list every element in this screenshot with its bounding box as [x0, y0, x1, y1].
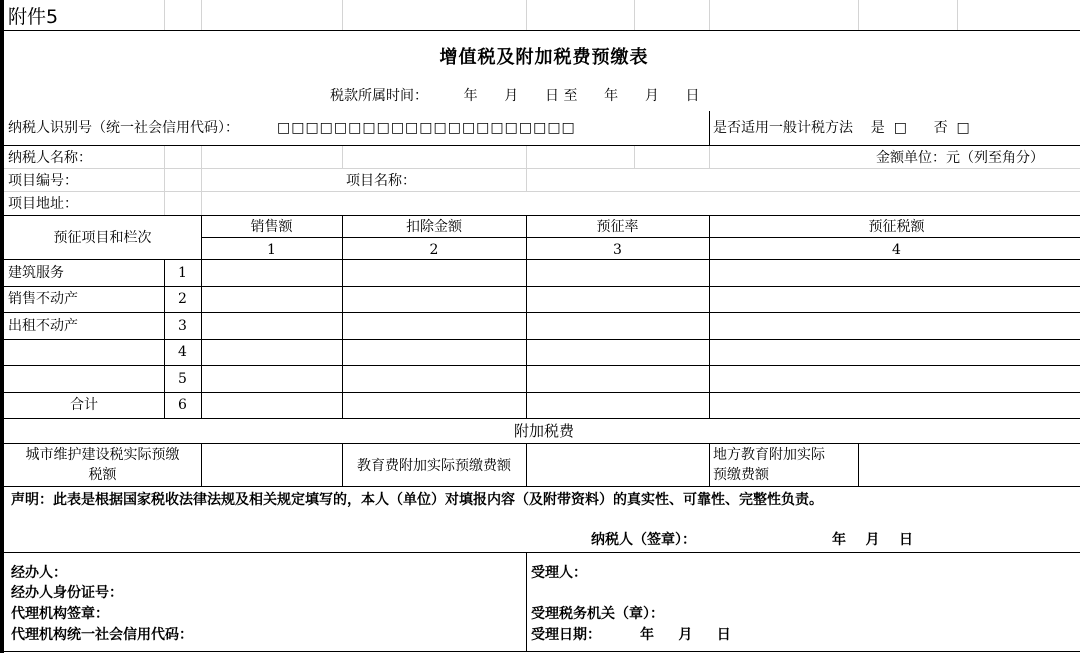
gridline	[709, 145, 710, 168]
rule	[4, 312, 1080, 313]
operator-label: 经办人：	[11, 565, 67, 581]
row-number: 5	[178, 371, 187, 387]
taxpayer-id-boxes[interactable]: □□□□□□□□□□□□□□□□□□□□□	[277, 120, 576, 136]
rule	[526, 552, 527, 651]
rule	[858, 443, 859, 486]
gridline	[164, 145, 165, 215]
col-header-rate: 预征率	[596, 219, 639, 235]
receive-date-label: 受理日期： 年 月 日	[531, 627, 731, 643]
col-header-deduction: 扣除金额	[406, 219, 462, 235]
taxpayer-id-label: 纳税人识别号（统一社会信用代码）：	[8, 120, 239, 136]
row-label-construction: 建筑服务	[8, 265, 64, 281]
rule	[4, 651, 1080, 652]
gridline	[4, 168, 1080, 169]
rule	[4, 259, 1080, 260]
operator-id-label: 经办人身份证号：	[11, 585, 123, 601]
row-number: 1	[178, 265, 187, 281]
urban-tax-label-line2: 税额	[88, 467, 117, 483]
local-education-label-line1: 地方教育附加实际	[713, 447, 825, 463]
gridline	[957, 0, 958, 30]
gridline	[634, 0, 635, 30]
surcharge-title: 附加税费	[513, 422, 574, 440]
row-number: 2	[178, 291, 187, 307]
rule	[4, 392, 1080, 393]
rule	[4, 365, 1080, 366]
project-name-label: 项目名称：	[346, 173, 416, 189]
declaration-text: 声明：此表是根据国家税收法律法规及相关规定填写的，本人（单位）对填报内容（及附带资料）的真实性、可靠性、完整性负责。	[11, 492, 823, 508]
row-number: 3	[178, 318, 187, 334]
rule	[4, 286, 1080, 287]
gridline	[4, 191, 1080, 192]
tax-authority-label: 受理税务机关（章）：	[531, 606, 664, 622]
general-method-choice[interactable]: 是否适用一般计税方法 是 □ 否 □	[713, 120, 970, 136]
col-number-3: 3	[613, 242, 622, 258]
agency-seal-label: 代理机构签章：	[11, 606, 109, 622]
agency-code-label: 代理机构统一社会信用代码：	[11, 627, 193, 643]
row-label-lease-property: 出租不动产	[8, 318, 78, 334]
row-number: 6	[178, 397, 187, 413]
rule	[4, 443, 1080, 444]
gridline	[342, 0, 343, 30]
gridline	[709, 0, 710, 30]
form-title: 增值税及附加税费预缴表	[439, 47, 649, 68]
col-number-4: 4	[892, 242, 901, 258]
taxpayer-name-label: 纳税人名称：	[8, 150, 92, 166]
col-header-tax: 预征税额	[868, 219, 925, 235]
col-number-1: 1	[267, 242, 276, 258]
rule	[526, 443, 527, 486]
gridline	[342, 145, 343, 168]
urban-tax-label-line1: 城市维护建设税实际预缴	[25, 447, 180, 463]
rule	[4, 418, 1080, 419]
col-header-sales: 销售额	[250, 219, 293, 235]
gridline	[201, 145, 202, 215]
rule	[201, 237, 1080, 238]
rule	[709, 111, 710, 145]
row-number: 4	[178, 344, 187, 360]
gridline	[526, 0, 527, 30]
row-header: 预征项目和栏次	[53, 230, 152, 246]
tax-period: 税款所属时间： 年 月 日 至 年 月 日	[330, 88, 700, 104]
rule	[709, 443, 710, 486]
project-address-label: 项目地址：	[8, 196, 78, 212]
rule	[164, 259, 165, 418]
local-education-label-line2: 预缴费额	[713, 467, 769, 483]
col-number-2: 2	[429, 242, 439, 258]
rule	[201, 443, 202, 486]
amount-unit: 金额单位：元（列至角分）	[876, 150, 1044, 166]
rule	[4, 552, 1080, 553]
education-surcharge-label: 教育费附加实际预缴费额	[357, 458, 511, 474]
gridline	[201, 0, 202, 30]
row-label-sale-property: 销售不动产	[8, 291, 78, 307]
rule	[4, 30, 1080, 31]
rule	[4, 486, 1080, 487]
gridline	[858, 0, 859, 30]
taxpayer-signature-label: 纳税人（签章）：	[591, 532, 696, 548]
gridline	[164, 0, 165, 30]
row-label-total: 合计	[70, 397, 98, 413]
rule	[4, 339, 1080, 340]
receiver-label: 受理人：	[531, 565, 587, 581]
rule	[4, 145, 1080, 146]
gridline	[634, 145, 635, 168]
project-number-label: 项目编号：	[8, 173, 78, 189]
signature-date: 年 月 日	[832, 532, 913, 548]
attachment-label: 附件5	[8, 6, 59, 28]
rule	[4, 215, 1080, 216]
